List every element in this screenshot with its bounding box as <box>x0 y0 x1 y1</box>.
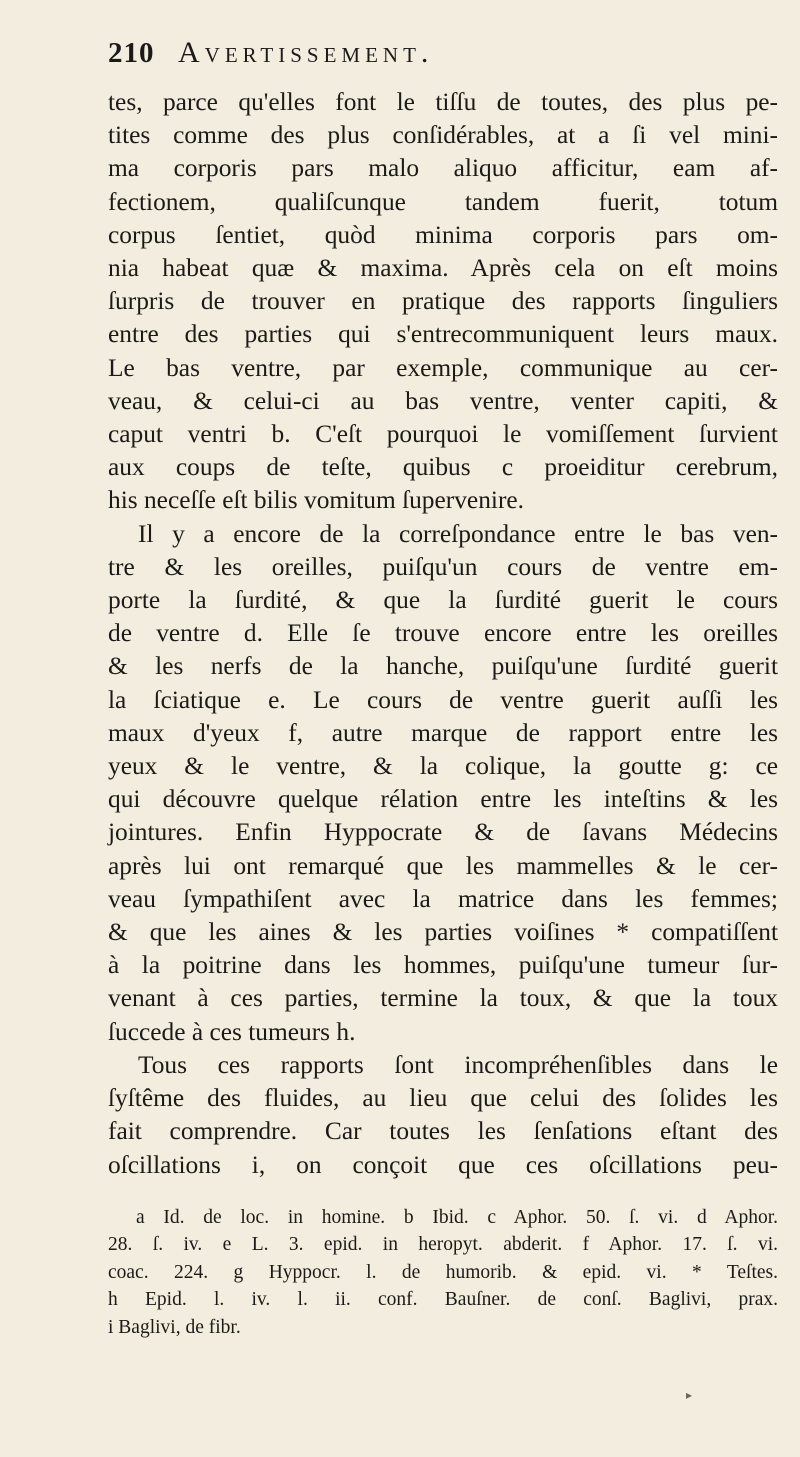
running-head: Avertissement. <box>178 36 434 69</box>
text-line: qui découvre quelque rélation entre les inteſtins & les <box>108 785 778 814</box>
text-line: fait comprendre. Car toutes les ſenſations eſtant des <box>108 1117 778 1146</box>
footnote-line: 28. ſ. iv. e L. 3. epid. in heropyt. abderit. f Aphor. 17. ſ. vi. <box>108 1234 778 1256</box>
text-line: veau ſympathiſent avec la matrice dans les femmes; <box>108 884 778 913</box>
page-number: 210 <box>108 37 155 69</box>
paragraph-start-line: Tous ces rapports ſont incompréhenſibles dans le <box>138 1050 778 1079</box>
text-line: fectionem, qualiſcunque tandem fuerit, totum <box>108 187 778 216</box>
text-line: après lui ont remarqué que les mammelles & le cer- <box>108 851 778 880</box>
text-line: & que les aines & les parties voiſines * compatiſſent <box>108 918 778 947</box>
text-line: corpus ſentiet, quòd minima corporis pars om- <box>108 220 778 249</box>
text-line: caput ventri b. C'eſt pourquoi le vomiſſement ſurvient <box>108 420 778 449</box>
text-line: porte la ſurdité, & que la ſurdité guerit le cours <box>108 586 778 615</box>
text-line: tes, parce qu'elles font le tiſſu de toutes, des plus pe- <box>108 88 778 116</box>
text-line: ma corporis pars malo aliquo afficitur, eam af- <box>108 154 778 183</box>
paragraph-start-line: Il y a encore de la correſpondance entre le bas ven- <box>138 519 778 548</box>
text-line: oſcillations i, on conçoit que ces oſcillations peu- <box>108 1150 778 1179</box>
stray-ink-mark: ▸ <box>686 1388 693 1402</box>
text-line: nia habeat quæ & maxima. Après cela on eſt moins <box>108 254 778 283</box>
text-line: tites comme des plus conſidérables, at a ſi vel mini- <box>108 121 778 150</box>
text-line: aux coups de teſte, quibus c proeiditur cerebrum, <box>108 453 778 482</box>
text-line: jointures. Enfin Hyppocrate & de ſavans Médecins <box>108 818 778 847</box>
body-text <box>108 86 778 1182</box>
footnotes <box>108 1204 778 1342</box>
page-header <box>108 36 778 86</box>
text-line: maux d'yeux f, autre marque de rapport entre les <box>108 718 778 747</box>
text-line: tre & les oreilles, puiſqu'un cours de ventre em- <box>108 552 778 581</box>
text-line: ſuccede à ces tumeurs h. <box>108 1017 356 1046</box>
text-line: his neceſſe eſt bilis vomitum ſupervenire. <box>108 486 525 515</box>
text-line: ſurpris de trouver en pratique des rapports ſinguliers <box>108 287 778 316</box>
text-line: entre des parties qui s'entrecommuniquent leurs maux. <box>108 320 778 349</box>
text-line: veau, & celui-ci au bas ventre, venter capiti, & <box>108 386 778 415</box>
text-line: Le bas ventre, par exemple, communique au cer- <box>108 353 778 382</box>
footnote-line: i Baglivi, de fibr. <box>108 1316 241 1338</box>
text-line: yeux & le ventre, & la colique, la goutte g: ce <box>108 752 778 781</box>
footnote-line: a Id. de loc. in homine. b Ibid. c Aphor. 50. ſ. vi. d Aphor. <box>136 1206 778 1228</box>
text-line: venant à ces parties, termine la toux, & que la toux <box>108 984 778 1013</box>
text-line: ſyſtême des fluides, au lieu que celui des ſolides les <box>108 1084 778 1113</box>
text-line: & les nerfs de la hanche, puiſqu'une ſurdité guerit <box>108 652 778 681</box>
footnote-line: coac. 224. g Hyppocr. l. de humorib. & epid. vi. * Teſtes. <box>108 1261 778 1283</box>
text-line: à la poitrine dans les hommes, puiſqu'une tumeur ſur- <box>108 951 778 980</box>
text-line: de ventre d. Elle ſe trouve encore entre les oreilles <box>108 619 778 648</box>
footnote-line: h Epid. l. iv. l. ii. conf. Bauſner. de conſ. Baglivi, prax. <box>108 1289 778 1311</box>
text-line: la ſciatique e. Le cours de ventre guerit auſſi les <box>108 685 778 714</box>
